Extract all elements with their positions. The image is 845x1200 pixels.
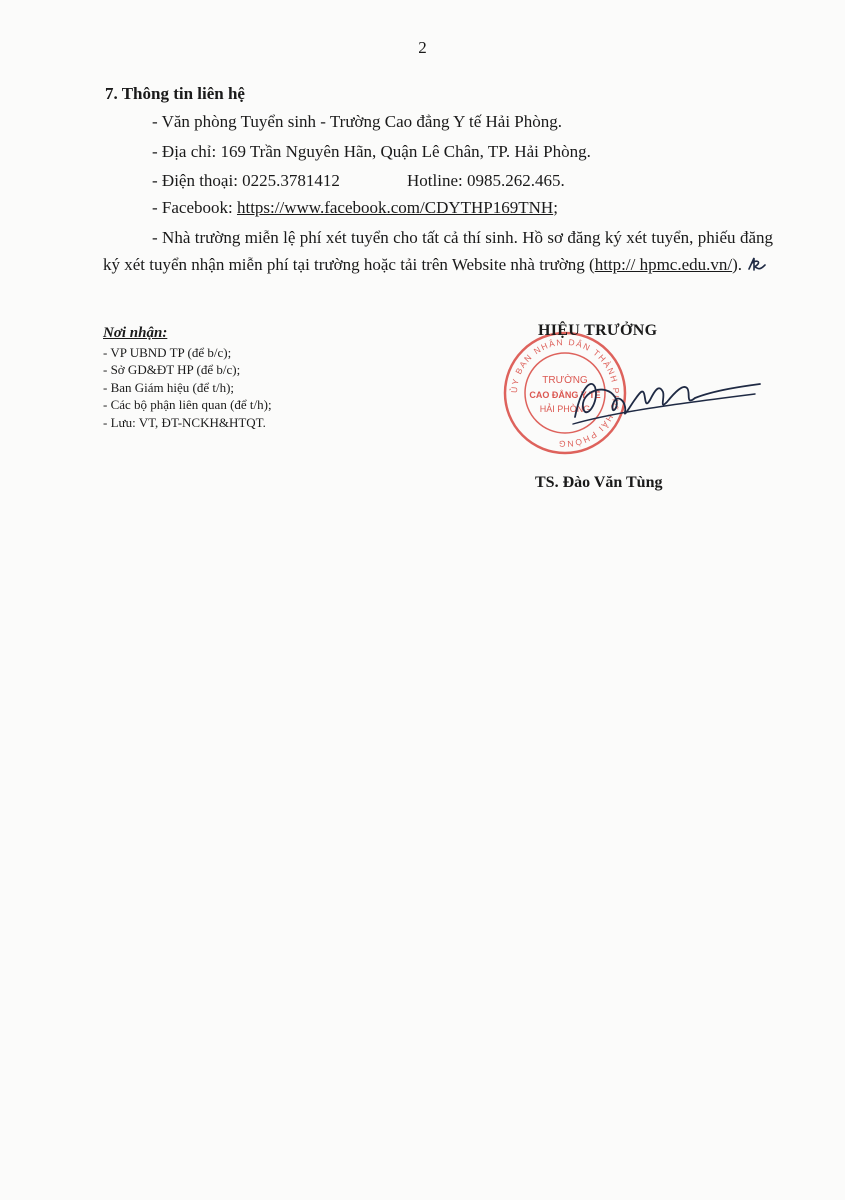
initial-mark-icon [746,255,768,273]
signature-block [500,322,710,502]
recipients-title: Nơi nhận: [103,325,168,341]
seal-text-top: TRƯỜNG [542,375,588,386]
recipient-item: - Ban Giám hiệu (để t/h); [103,379,235,395]
phone-text: - Điện thoại: 0225.3781412 [152,171,340,190]
phone-line [152,171,652,191]
facebook-label: - Facebook: [152,198,237,217]
facebook-suffix: ; [553,198,558,217]
recipient-item: - Sở GD&ĐT HP (để b/c); [103,362,241,377]
address-line: - Địa chỉ: 169 Trần Nguyên Hãn, Quận Lê Chân, TP. Hải Phòng. [152,142,591,161]
recipient-item: - Các bộ phận liên quan (để t/h); [103,397,272,412]
section-heading: 7. Thông tin liên hệ [105,84,245,103]
fee-note-end: ). [732,255,743,274]
page-number: 2 [418,38,427,57]
seal-text-bottom: HẢI PHÒNG [539,404,591,414]
fee-note-paragraph [103,224,773,278]
seal-text-mid: CAO ĐẲNG Y TẾ [529,390,601,400]
fee-note-text: - Nhà trường miễn lệ phí xét tuyển cho tất cả thí sinh. Hồ sơ đăng ký xét tuyển, phiếu đăng ký xét tuyển nhận miễn phí tại trường hoặc tải trên Website nhà trường ( [103,228,773,274]
website-link[interactable]: http:// hpmc.edu.vn/ [594,255,733,274]
facebook-link[interactable]: https://www.facebook.com/CDYTHP169TNH [236,198,554,217]
recipient-item: - VP UBND TP (để b/c); [103,344,232,360]
office-line: - Văn phòng Tuyển sinh - Trường Cao đẳng Y tế Hải Phòng. [152,112,563,131]
seal-ring-text: ỦY BAN NHÂN DÂN THÀNH PHỐ HẢI PHÒNG [508,336,622,450]
signature-title: HIỆU TRƯỞNG [538,322,658,339]
signer-name: TS. Đào Văn Tùng [535,474,663,491]
recipient-item: - Lưu: VT, ĐT-NCKH&HTQT. [103,414,266,430]
facebook-line [152,198,558,218]
handwritten-signature-icon [555,362,765,442]
hotline-text: Hotline: 0985.262.465. [407,171,565,190]
recipients-block [103,325,403,431]
